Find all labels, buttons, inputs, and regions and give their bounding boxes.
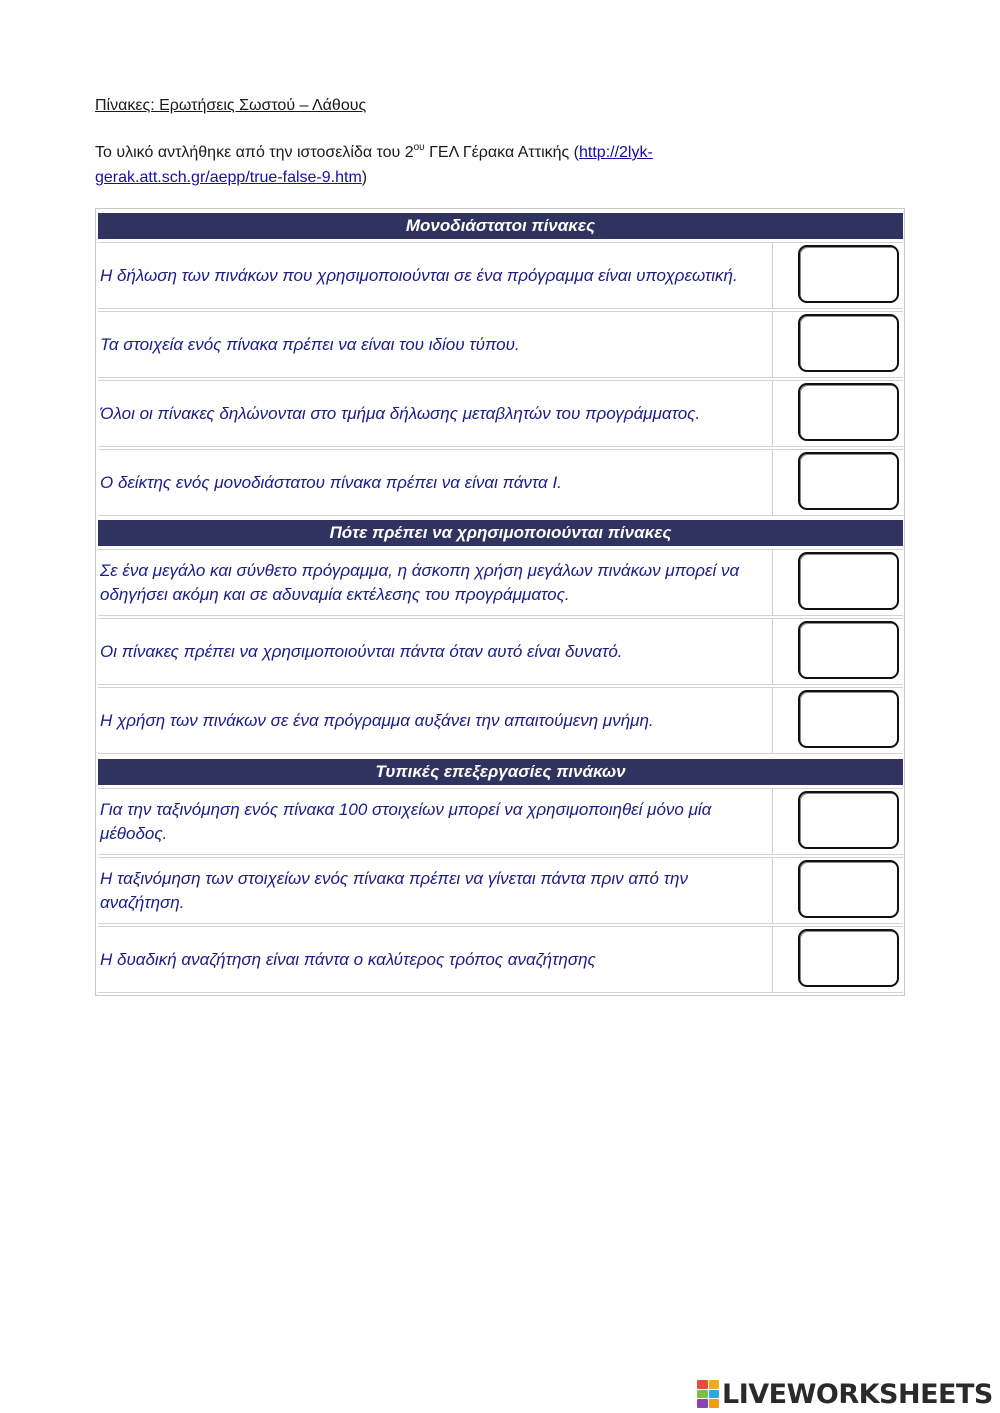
table-row bbox=[98, 687, 903, 754]
answer-box[interactable] bbox=[798, 314, 899, 372]
brand-text: LIVEWORKSHEETS bbox=[722, 1378, 993, 1410]
section-header: Μονοδιάστατοι πίνακες bbox=[98, 213, 903, 239]
answer-box[interactable] bbox=[798, 690, 899, 748]
statement-text: Για την ταξινόμηση ενός πίνακα 100 στοιχείων μπορεί να χρησιμοποιηθεί μόνο μία μέθοδος. bbox=[98, 789, 773, 854]
source-prefix: Το υλικό αντλήθηκε από την ιστοσελίδα του 2 bbox=[95, 144, 414, 161]
statement-text: Ο δείκτης ενός μονοδιάστατου πίνακα πρέπει να είναι πάντα Ι. bbox=[98, 450, 773, 515]
statement-text: Η δυαδική αναζήτηση είναι πάντα ο καλύτερος τρόπος αναζήτησης bbox=[98, 927, 773, 992]
table-row bbox=[98, 449, 903, 516]
answer-box[interactable] bbox=[798, 860, 899, 918]
table-row bbox=[98, 788, 903, 855]
answer-box[interactable] bbox=[798, 621, 899, 679]
statement-text: Η δήλωση των πινάκων που χρησιμοποιούνται σε ένα πρόγραμμα είναι υποχρεωτική. bbox=[98, 243, 773, 308]
logo-block bbox=[709, 1380, 720, 1389]
table-row bbox=[98, 311, 903, 378]
source-suffix: ) bbox=[361, 169, 368, 186]
table-row bbox=[98, 380, 903, 447]
liveworksheets-brand bbox=[697, 1378, 993, 1410]
true-false-table bbox=[95, 208, 905, 996]
table-row bbox=[98, 926, 903, 993]
statement-text: Η χρήση των πινάκων σε ένα πρόγραμμα αυξάνει την απαιτούμενη μνήμη. bbox=[98, 688, 773, 753]
table-row bbox=[98, 618, 903, 685]
source-note bbox=[95, 140, 735, 190]
answer-box[interactable] bbox=[798, 552, 899, 610]
liveworksheets-logo-icon bbox=[697, 1380, 719, 1408]
answer-box[interactable] bbox=[798, 383, 899, 441]
logo-block bbox=[697, 1390, 708, 1399]
source-mid: ΓΕΛ Γέρακα Αττικής ( bbox=[424, 144, 579, 161]
statement-text: Η ταξινόμηση των στοιχείων ενός πίνακα πρέπει να γίνεται πάντα πριν από την αναζήτηση. bbox=[98, 858, 773, 923]
table-row bbox=[98, 242, 903, 309]
logo-block bbox=[697, 1399, 708, 1408]
section-header: Τυπικές επεξεργασίες πινάκων bbox=[98, 759, 903, 785]
worksheet-title: Πίνακες: Ερωτήσεις Σωστού – Λάθους bbox=[95, 97, 367, 114]
logo-block bbox=[709, 1390, 720, 1399]
table-row bbox=[98, 549, 903, 616]
statement-text: Τα στοιχεία ενός πίνακα πρέπει να είναι του ιδίου τύπου. bbox=[98, 312, 773, 377]
statement-text: Οι πίνακες πρέπει να χρησιμοποιούνται πάντα όταν αυτό είναι δυνατό. bbox=[98, 619, 773, 684]
answer-box[interactable] bbox=[798, 929, 899, 987]
answer-box[interactable] bbox=[798, 452, 899, 510]
answer-box[interactable] bbox=[798, 791, 899, 849]
statement-text: Σε ένα μεγάλο και σύνθετο πρόγραμμα, η άσκοπη χρήση μεγάλων πινάκων μπορεί να οδηγήσει ακόμη και σε αδυναμία εκτέλεσης του προγράμματος. bbox=[98, 550, 773, 615]
table-row bbox=[98, 857, 903, 924]
statement-text: Όλοι οι πίνακες δηλώνονται στο τμήμα δήλωσης μεταβλητών του προγράμματος. bbox=[98, 381, 773, 446]
section-header: Πότε πρέπει να χρησιμοποιούνται πίνακες bbox=[98, 520, 903, 546]
source-link[interactable]: http://2lyk-gerak.att.sch.gr/aepp/true-false-9.htm bbox=[95, 144, 653, 186]
logo-block bbox=[709, 1399, 720, 1408]
source-superscript: ου bbox=[413, 142, 425, 153]
answer-box[interactable] bbox=[798, 245, 899, 303]
logo-block bbox=[697, 1380, 708, 1389]
